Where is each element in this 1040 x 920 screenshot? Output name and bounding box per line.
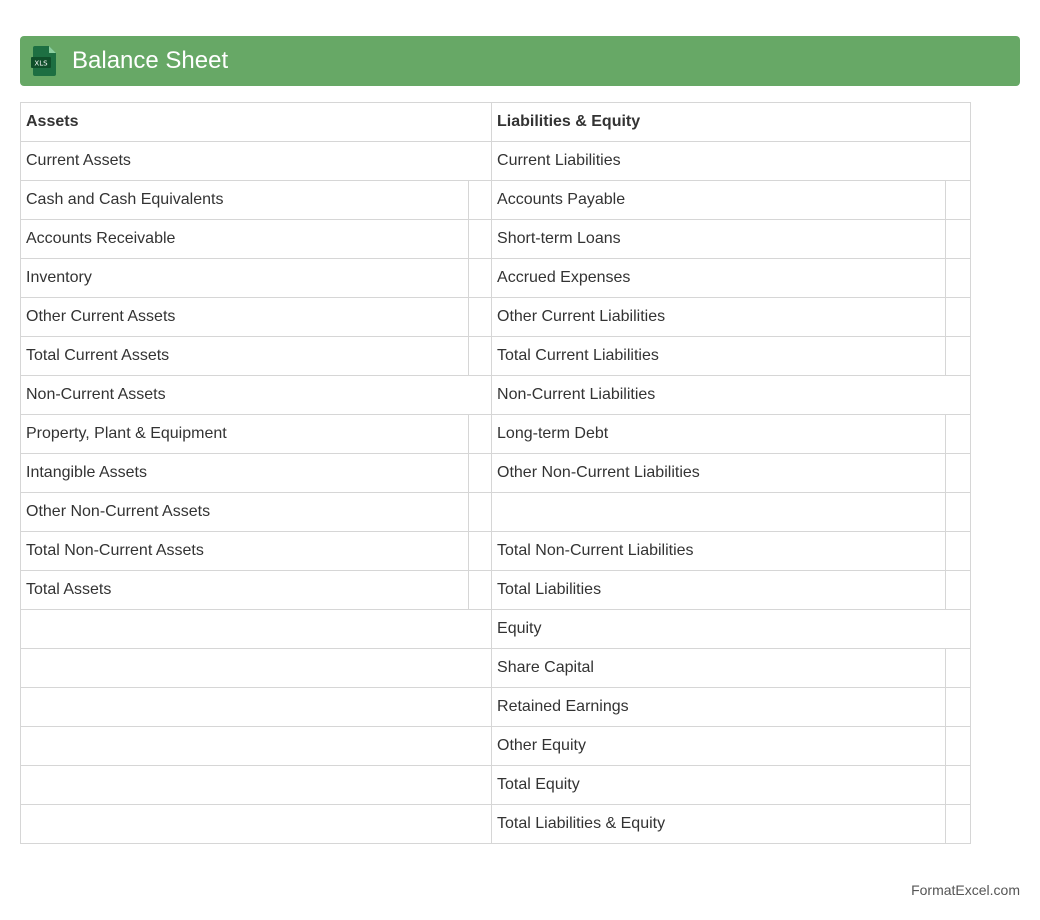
table-row (21, 259, 971, 298)
liabilities-value-cell[interactable] (946, 298, 971, 337)
assets-value-cell[interactable] (469, 181, 492, 220)
table-row (21, 766, 971, 805)
assets-value-cell[interactable] (469, 454, 492, 493)
assets-label-cell[interactable]: Other Non-Current Assets (21, 493, 469, 532)
assets-label-cell[interactable]: Total Current Assets (21, 337, 469, 376)
liabilities-value-cell[interactable] (946, 415, 971, 454)
table-row (21, 415, 971, 454)
assets-value-cell[interactable] (469, 298, 492, 337)
liabilities-value-cell[interactable] (946, 259, 971, 298)
liabilities-label-cell[interactable]: Other Non-Current Liabilities (492, 454, 946, 493)
liabilities-value-cell[interactable] (946, 805, 971, 844)
table-row (21, 688, 971, 727)
table-row (21, 181, 971, 220)
balance-sheet-table (20, 102, 971, 844)
liabilities-label-cell[interactable]: Total Equity (492, 766, 946, 805)
assets-value-cell[interactable] (469, 259, 492, 298)
liabilities-value-cell[interactable] (946, 454, 971, 493)
title-bar (20, 36, 1020, 86)
assets-label-cell[interactable] (21, 610, 492, 649)
assets-label-cell[interactable] (21, 727, 492, 766)
assets-value-cell[interactable] (469, 337, 492, 376)
liabilities-label-cell[interactable]: Equity (492, 610, 971, 649)
table-row (21, 337, 971, 376)
liabilities-value-cell[interactable] (946, 181, 971, 220)
table-header-row (21, 103, 971, 142)
liabilities-value-cell[interactable] (946, 220, 971, 259)
assets-label-cell[interactable]: Total Assets (21, 571, 469, 610)
assets-label-cell[interactable] (21, 649, 492, 688)
liabilities-label-cell[interactable]: Total Non-Current Liabilities (492, 532, 946, 571)
table-row (21, 454, 971, 493)
assets-label-cell[interactable]: Non-Current Assets (21, 376, 492, 415)
liabilities-label-cell[interactable]: Total Liabilities (492, 571, 946, 610)
liabilities-label-cell[interactable] (492, 493, 946, 532)
table-row (21, 649, 971, 688)
assets-label-cell[interactable]: Total Non-Current Assets (21, 532, 469, 571)
assets-label-cell[interactable]: Current Assets (21, 142, 492, 181)
table-row (21, 142, 971, 181)
liabilities-label-cell[interactable]: Retained Earnings (492, 688, 946, 727)
assets-value-cell[interactable] (469, 571, 492, 610)
liabilities-value-cell[interactable] (946, 532, 971, 571)
site-credit: FormatExcel.com (911, 882, 1020, 898)
liabilities-value-cell[interactable] (946, 688, 971, 727)
liabilities-label-cell[interactable]: Other Current Liabilities (492, 298, 946, 337)
xls-file-icon (30, 45, 60, 77)
liabilities-label-cell[interactable]: Total Current Liabilities (492, 337, 946, 376)
assets-label-cell[interactable]: Assets (21, 103, 492, 142)
liabilities-value-cell[interactable] (946, 571, 971, 610)
table-row (21, 493, 971, 532)
liabilities-label-cell[interactable]: Other Equity (492, 727, 946, 766)
assets-value-cell[interactable] (469, 220, 492, 259)
assets-label-cell[interactable] (21, 688, 492, 727)
assets-label-cell[interactable]: Cash and Cash Equivalents (21, 181, 469, 220)
assets-label-cell[interactable]: Inventory (21, 259, 469, 298)
liabilities-value-cell[interactable] (946, 727, 971, 766)
assets-value-cell[interactable] (469, 532, 492, 571)
liabilities-label-cell[interactable]: Long-term Debt (492, 415, 946, 454)
page-title: Balance Sheet (72, 47, 229, 74)
liabilities-label-cell[interactable]: Total Liabilities & Equity (492, 805, 946, 844)
table-row (21, 727, 971, 766)
assets-label-cell[interactable]: Intangible Assets (21, 454, 469, 493)
liabilities-label-cell[interactable]: Accounts Payable (492, 181, 946, 220)
liabilities-value-cell[interactable] (946, 649, 971, 688)
liabilities-value-cell[interactable] (946, 493, 971, 532)
assets-label-cell[interactable] (21, 805, 492, 844)
xls-icon-label: XLS (34, 59, 48, 68)
table-row (21, 532, 971, 571)
liabilities-label-cell[interactable]: Short-term Loans (492, 220, 946, 259)
liabilities-label-cell[interactable]: Liabilities & Equity (492, 103, 971, 142)
table-row (21, 805, 971, 844)
table-row (21, 298, 971, 337)
liabilities-label-cell[interactable]: Non-Current Liabilities (492, 376, 971, 415)
liabilities-label-cell[interactable]: Current Liabilities (492, 142, 971, 181)
liabilities-value-cell[interactable] (946, 337, 971, 376)
table-row (21, 571, 971, 610)
table-row (21, 376, 971, 415)
table-row (21, 220, 971, 259)
liabilities-value-cell[interactable] (946, 766, 971, 805)
assets-label-cell[interactable]: Other Current Assets (21, 298, 469, 337)
assets-label-cell[interactable]: Accounts Receivable (21, 220, 469, 259)
liabilities-label-cell[interactable]: Share Capital (492, 649, 946, 688)
assets-value-cell[interactable] (469, 415, 492, 454)
assets-value-cell[interactable] (469, 493, 492, 532)
table-row (21, 610, 971, 649)
assets-label-cell[interactable] (21, 766, 492, 805)
assets-label-cell[interactable]: Property, Plant & Equipment (21, 415, 469, 454)
liabilities-label-cell[interactable]: Accrued Expenses (492, 259, 946, 298)
